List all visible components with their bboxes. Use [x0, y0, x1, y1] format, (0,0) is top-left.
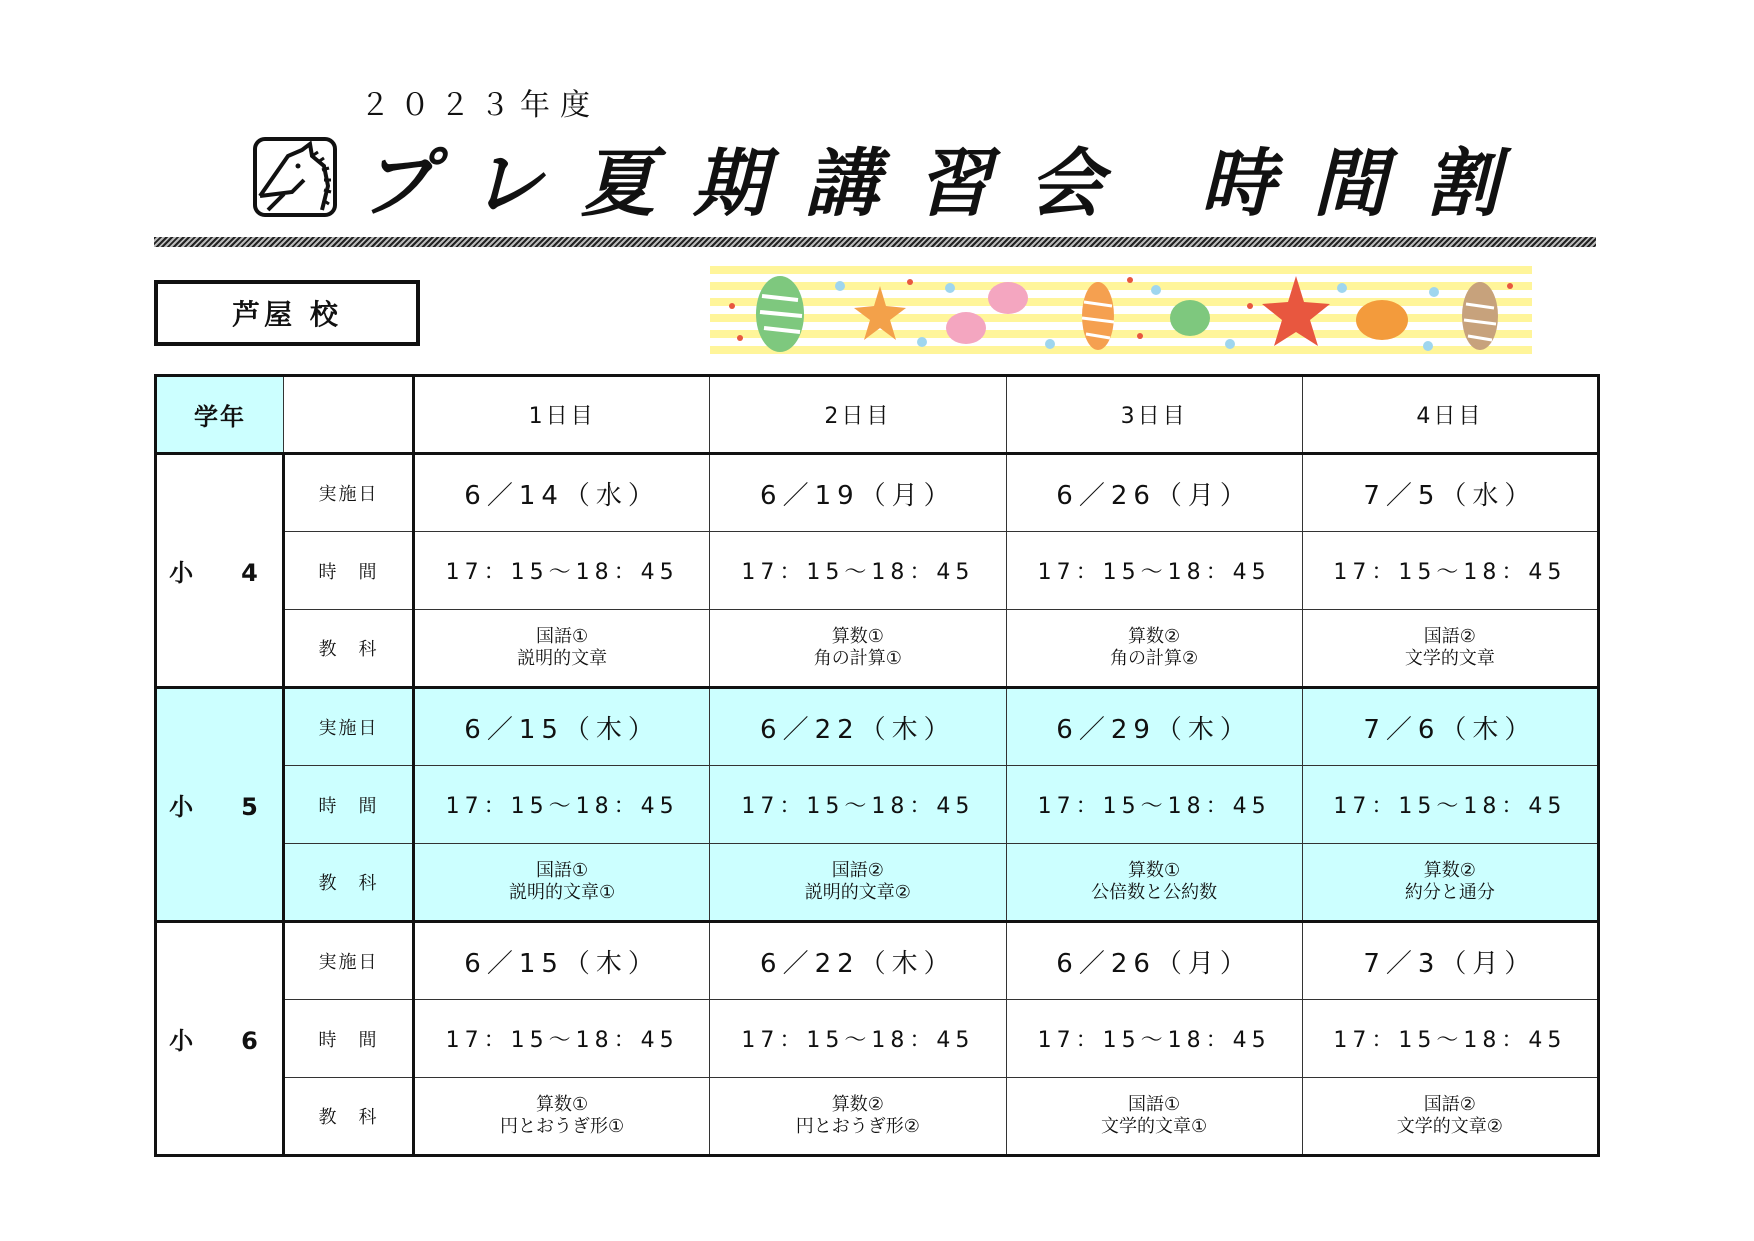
grade6-time-4: 17：15～18：45: [1302, 1000, 1598, 1078]
grade4-date-2: 6／19（月）: [710, 454, 1006, 532]
subject-topic: 約分と通分: [1404, 882, 1495, 903]
grade4-subject-3: [1006, 610, 1302, 688]
grade4-subject-label: 教 科: [284, 610, 414, 688]
grade6-time-2: 17：15～18：45: [710, 1000, 1006, 1078]
grade6-label: 小 6: [156, 922, 284, 1156]
grade4-time-row: [156, 532, 1599, 610]
grade4-date-3: 6／26（月）: [1006, 454, 1302, 532]
grade5-subject-2: [710, 844, 1006, 922]
grade4-time-3: 17：15～18：45: [1006, 532, 1302, 610]
grade6-date-3: 6／26（月）: [1006, 922, 1302, 1000]
subject-topic: 角の計算①: [813, 648, 902, 669]
grade4-subject-2: [710, 610, 1006, 688]
grade6-time-3: 17：15～18：45: [1006, 1000, 1302, 1078]
grade5-date-row: [156, 688, 1599, 766]
school-name: 芦屋 校: [232, 298, 342, 331]
day-header-1: 1日目: [414, 376, 710, 454]
day-header-2: 2日目: [710, 376, 1006, 454]
grade4-date-1: 6／14（水）: [414, 454, 710, 532]
subject-name: 算数①: [831, 626, 884, 647]
grade6-date-label: 実施日: [284, 922, 414, 1000]
grade6-time-1: 17：15～18：45: [414, 1000, 710, 1078]
title-sub: 時間割: [1201, 141, 1538, 227]
grade5-subject-1: [414, 844, 710, 922]
label-header-blank: [284, 376, 414, 454]
subject-topic: 円とおうぎ形①: [500, 1116, 625, 1137]
grade5-date-1: 6／15（木）: [414, 688, 710, 766]
grade6-date-1: 6／15（木）: [414, 922, 710, 1000]
subject-name: 算数②: [1423, 860, 1476, 881]
grade5-subject-3: [1006, 844, 1302, 922]
grade5-label: 小 5: [156, 688, 284, 922]
grade5-time-row: [156, 766, 1599, 844]
grade5-time-4: 17：15～18：45: [1302, 766, 1598, 844]
subject-name: 国語①: [1128, 1094, 1181, 1115]
grade-header: 学年: [156, 376, 284, 454]
grade4-date-label: 実施日: [284, 454, 414, 532]
seashell-banner: [710, 266, 1532, 362]
subject-name: 国語②: [1423, 1094, 1476, 1115]
page-title: [360, 125, 1537, 231]
subject-topic: 文学的文章: [1404, 648, 1495, 669]
grade5-time-1: 17：15～18：45: [414, 766, 710, 844]
subject-name: 国語①: [536, 860, 589, 881]
day-header-3: 3日目: [1006, 376, 1302, 454]
grade5-date-label: 実施日: [284, 688, 414, 766]
grade4-date-4: 7／5（水）: [1302, 454, 1598, 532]
grade5-subject-row: [156, 844, 1599, 922]
year-label: ２０２３年度: [360, 88, 600, 123]
grade5-time-label: 時 間: [284, 766, 414, 844]
grade6-date-row: [156, 922, 1599, 1000]
grade5-date-3: 6／29（木）: [1006, 688, 1302, 766]
grade4-date-row: [156, 454, 1599, 532]
day-header-4: 4日目: [1302, 376, 1598, 454]
grade4-time-1: 17：15～18：45: [414, 532, 710, 610]
grade6-date-2: 6／22（木）: [710, 922, 1006, 1000]
timetable: [154, 374, 1600, 1157]
school-name-box: [154, 280, 420, 346]
grade4-time-4: 17：15～18：45: [1302, 532, 1598, 610]
grade6-subject-row: [156, 1078, 1599, 1156]
title-main: プレ夏期講習会: [360, 141, 1142, 227]
grade6-time-row: [156, 1000, 1599, 1078]
subject-topic: 角の計算②: [1110, 648, 1199, 669]
subject-topic: 説明的文章: [517, 648, 608, 669]
grade5-time-3: 17：15～18：45: [1006, 766, 1302, 844]
subject-topic: 説明的文章①: [509, 882, 616, 903]
grade4-label: 小 4: [156, 454, 284, 688]
grade6-date-4: 7／3（月）: [1302, 922, 1598, 1000]
grade5-subject-label: 教 科: [284, 844, 414, 922]
grade6-subject-1: [414, 1078, 710, 1156]
subject-topic: 文学的文章②: [1396, 1116, 1503, 1137]
subject-name: 算数①: [536, 1094, 589, 1115]
grade4-subject-row: [156, 610, 1599, 688]
grade4-subject-4: [1302, 610, 1598, 688]
header-row: [156, 376, 1599, 454]
grade6-time-label: 時 間: [284, 1000, 414, 1078]
grade6-subject-2: [710, 1078, 1006, 1156]
grade6-subject-4: [1302, 1078, 1598, 1156]
grade6-subject-3: [1006, 1078, 1302, 1156]
subject-name: 国語①: [536, 626, 589, 647]
horse-logo-icon: [252, 136, 338, 218]
subject-name: 国語②: [831, 860, 884, 881]
subject-topic: 説明的文章②: [804, 882, 911, 903]
grade4-time-label: 時 間: [284, 532, 414, 610]
grade5-time-2: 17：15～18：45: [710, 766, 1006, 844]
subject-topic: 円とおうぎ形②: [795, 1116, 920, 1137]
subject-name: 算数①: [1128, 860, 1181, 881]
subject-name: 算数②: [831, 1094, 884, 1115]
title-divider: [154, 237, 1596, 247]
grade5-date-4: 7／6（木）: [1302, 688, 1598, 766]
grade4-time-2: 17：15～18：45: [710, 532, 1006, 610]
grade5-subject-4: [1302, 844, 1598, 922]
subject-topic: 文学的文章①: [1101, 1116, 1208, 1137]
subject-topic: 公倍数と公約数: [1091, 882, 1218, 903]
grade5-date-2: 6／22（木）: [710, 688, 1006, 766]
subject-name: 算数②: [1128, 626, 1181, 647]
grade4-subject-1: [414, 610, 710, 688]
subject-name: 国語②: [1423, 626, 1476, 647]
grade6-subject-label: 教 科: [284, 1078, 414, 1156]
